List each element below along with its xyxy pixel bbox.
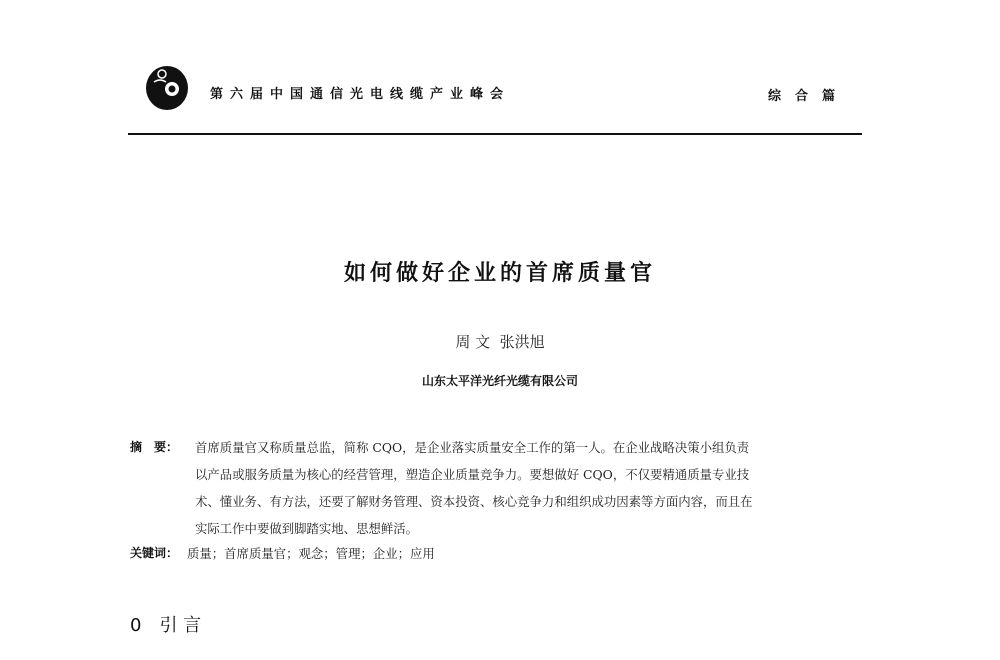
conference-logo-icon <box>140 62 190 112</box>
paper-title: 如何做好企业的首席质量官 <box>343 261 656 286</box>
keywords-list: 质量；首席质量官；观念；管理；企业；应用 <box>187 546 435 561</box>
abstract-line: 实际工作中要做到脚踏实地、思想鲜活。 <box>195 521 419 536</box>
abstract-label: 摘 要： <box>130 440 179 454</box>
conference-name: 第六届中国通信光电线缆产业峰会 <box>210 87 511 102</box>
paper-affiliation: 山东太平洋光纤光缆有限公司 <box>421 374 578 388</box>
keywords-label: 关键词： <box>130 546 179 560</box>
abstract-line: 术、懂业务、有方法，还要了解财务管理、资本投资、核心竞争力和组织成功因素等方面内容，而且在 <box>195 494 753 509</box>
abstract-line: 首席质量官又称质量总监，简称 CQO，是企业落实质量安全工作的第一人。在企业战略决策小组负责 <box>195 440 750 455</box>
header-divider <box>128 133 862 135</box>
section-heading: 0 引 言 <box>130 615 202 636</box>
abstract-line: 以产品或服务质量为核心的经营管理，塑造企业质量竞争力。要想做好 CQO，不仅要精通质量专业技 <box>195 467 750 482</box>
section-label: 综合篇 <box>768 89 850 104</box>
paper-authors: 周 文 张洪旭 <box>455 333 545 351</box>
